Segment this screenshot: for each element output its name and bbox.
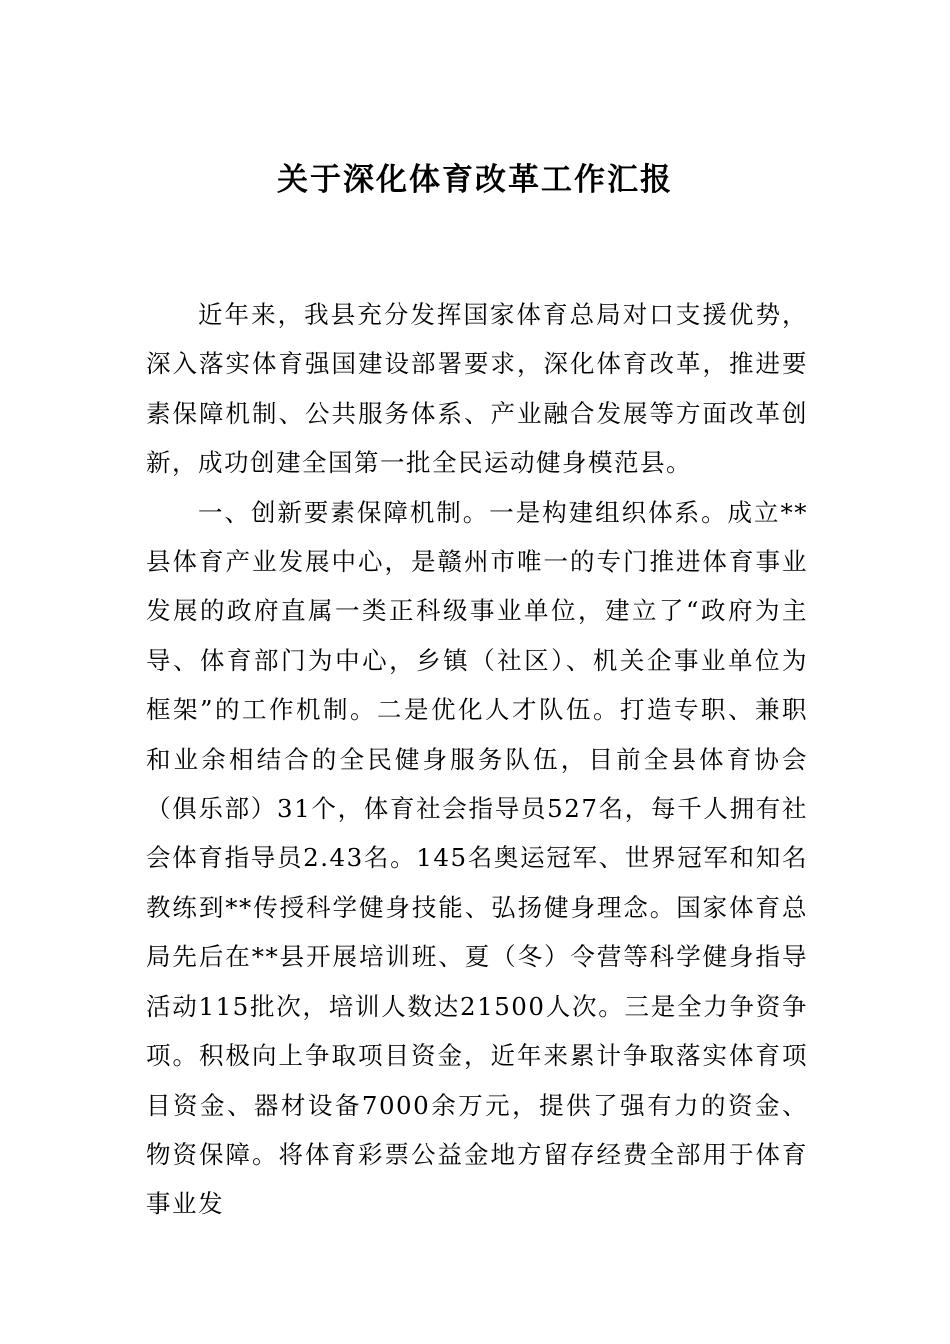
paragraph-intro: 近年来，我县充分发挥国家体育总局对口支援优势，深入落实体育强国建设部署要求，深化体育改革，推进要素保障机制、公共服务体系、产业融合发展等方面改革创新，成功创建全国第一批全民运动健身模范县。 xyxy=(146,300,808,478)
document-body xyxy=(146,290,808,1229)
paragraph-section-one: 一、创新要素保障机制。一是构建组织体系。成立**县体育产业发展中心，是赣州市唯一的专门推进体育事业发展的政府直属一类正科级事业单位，建立了“政府为主导、体育部门为中心，乡镇（社区）、机关企事业单位为框架”的工作机制。二是优化人才队伍。打造专职、兼职和业余相结合的全民健身服务队伍，目前全县体育协会（俱乐部）31个，体育社会指导员527名，每千人拥有社会体育指导员2.43名。145名奥运冠军、世界冠军和知名教练到**传授科学健身技能、弘扬健身理念。国家体育总局先后在**县开展培训班、夏（冬）令营等科学健身指导活动115批次，培训人数达21500人次。三是全力争资争项。积极向上争取项目资金，近年来累计争取落实体育项目资金、器材设备7000余万元，提供了强有力的资金、物资保障。将体育彩票公益金地方留存经费全部用于体育事业发 xyxy=(146,497,808,1219)
document-title: 关于深化体育改革工作汇报 xyxy=(277,162,673,198)
